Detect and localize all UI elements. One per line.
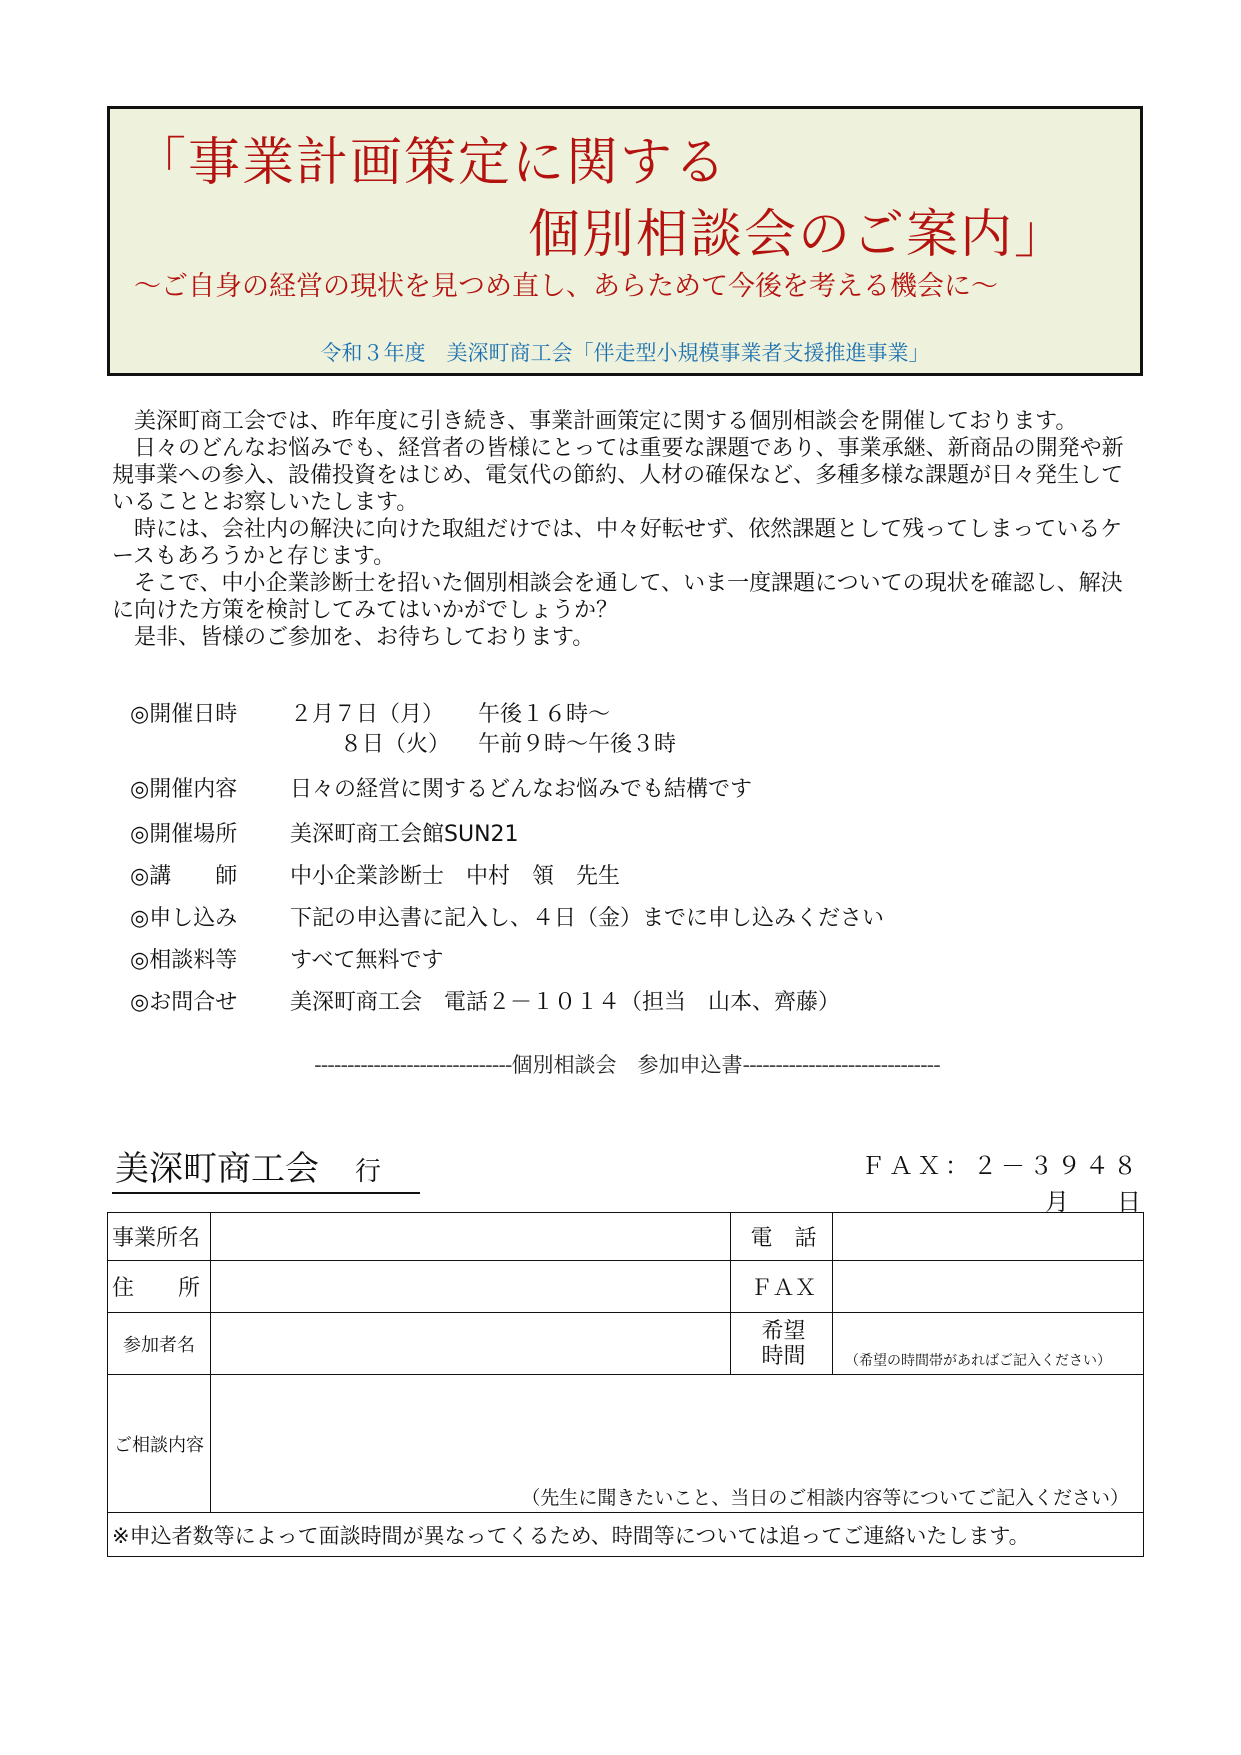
intro-paragraph: 時には、会社内の解決に向けた取組だけでは、中々好転せず、依然課題として残ってしまっているケースもあろうかと存じます。 (112, 517, 1123, 569)
page-subtitle: ～ご自身の経営の現状を見つめ直し、あらためて今後を考える機会に～ (134, 271, 998, 302)
detail-contact (130, 988, 840, 1018)
business-name-field[interactable] (211, 1213, 731, 1261)
recipient-suffix: 行 (355, 1157, 382, 1187)
intro-paragraph: 日々のどんなお悩みでも、経営者の皆様にとっては重要な課題であり、事業承継、新商品の開発や新規事業への参入、設備投資をはじめ、電気代の節約、人材の確保など、多種多様な課題が日々発生していることとお察しいたします。 (112, 436, 1124, 515)
phone-field[interactable] (833, 1213, 1144, 1261)
fax-field[interactable] (833, 1261, 1144, 1313)
date-day-1: ２月７日（月） (290, 702, 445, 727)
recipient-underline (112, 1192, 420, 1194)
preferred-time-label (731, 1313, 833, 1375)
detail-label: ◎相談料等 (130, 948, 238, 973)
form-divider (112, 1050, 1142, 1080)
detail-value: 中小企業診断士 中村 領 先生 (290, 864, 621, 889)
detail-value: 美深町商工会館SUN21 (290, 822, 519, 847)
intro-paragraph: そこで、中小企業診断士を招いた個別相談会を通して、いま一度課題についての現状を確認し、解決に向けた方策を検討してみてはいかがでしょうか？ (112, 571, 1123, 623)
divider-dashes: ------------------------------ (314, 1053, 512, 1077)
date-time-1: 午後１６時～ (478, 702, 611, 727)
phone-label: 電 話 (731, 1213, 833, 1261)
consult-note: （先生に聞きたいこと、当日のご相談内容等についてご記入ください） (521, 1487, 1129, 1509)
date-day-2: ８日（火） (340, 732, 451, 757)
consult-label: ご相談内容 (108, 1375, 211, 1513)
detail-value: すべて無料です (290, 948, 444, 973)
preferred-time-field[interactable] (833, 1313, 1144, 1375)
detail-label: ◎開催日時 (130, 702, 238, 727)
address-label: 住 所 (108, 1261, 211, 1313)
detail-apply (130, 904, 884, 934)
detail-label: ◎開催場所 (130, 822, 238, 847)
detail-value: 日々の経営に関するどんなお悩みでも結構です (290, 777, 753, 802)
recipient-name: 美深町商工会 (115, 1149, 319, 1189)
form-date: 月 日 (1045, 1188, 1141, 1216)
detail-label: ◎申し込み (130, 906, 238, 931)
fax-number: ＦＡＸ：２－３９４８ (861, 1152, 1141, 1180)
detail-label: ◎開催内容 (130, 777, 238, 802)
participant-label: 参加者名 (108, 1313, 211, 1375)
detail-value: 美深町商工会 電話２－１０１４（担当 山本、齊藤） (290, 990, 841, 1015)
project-name: 令和３年度 美深町商工会「伴走型小規模事業者支援推進事業」 (320, 341, 930, 365)
header-box (107, 106, 1143, 376)
preferred-time-label-2: 時間 (761, 1343, 806, 1369)
detail-label: ◎お問合せ (130, 990, 238, 1015)
detail-content (130, 775, 752, 805)
divider-dashes: ------------------------------ (742, 1053, 940, 1077)
intro-paragraph: 美深町商工会では、昨年度に引き続き、事業計画策定に関する個別相談会を開催しております。 (134, 409, 1078, 434)
detail-date-2 (340, 730, 676, 760)
business-name-label: 事業所名 (108, 1213, 211, 1261)
page-title-line2: 個別相談会のご案内」 (528, 205, 1069, 265)
form-title: 個別相談会 参加申込書 (511, 1053, 743, 1077)
detail-value: 下記の申込書に記入し、４日（金）までに申し込みください (290, 906, 885, 931)
consult-field[interactable] (211, 1375, 1144, 1513)
footer-note: ※申込者数等によって面談時間が異なってくるため、時間等については追ってご連絡いたします。 (108, 1513, 1144, 1557)
address-field[interactable] (211, 1261, 731, 1313)
preferred-time-label-1: 希望 (761, 1318, 806, 1344)
detail-lecturer (130, 862, 620, 892)
participant-field[interactable] (211, 1313, 731, 1375)
page-title-line1: 「事業計画策定に関する (134, 133, 729, 193)
application-form (107, 1212, 1144, 1557)
date-time-2: 午前９時～午後３時 (478, 732, 677, 757)
preferred-time-note: （希望の時間帯があればご記入ください） (845, 1353, 1111, 1369)
detail-fee (130, 946, 444, 976)
detail-venue (130, 820, 519, 850)
fax-label: ＦＡＸ (731, 1261, 833, 1313)
detail-label: ◎講 師 (130, 864, 238, 889)
detail-date (130, 700, 610, 730)
intro-text (112, 408, 1132, 651)
recipient (115, 1148, 381, 1193)
intro-paragraph: 是非、皆様のご参加を、お待ちしております。 (134, 625, 595, 650)
